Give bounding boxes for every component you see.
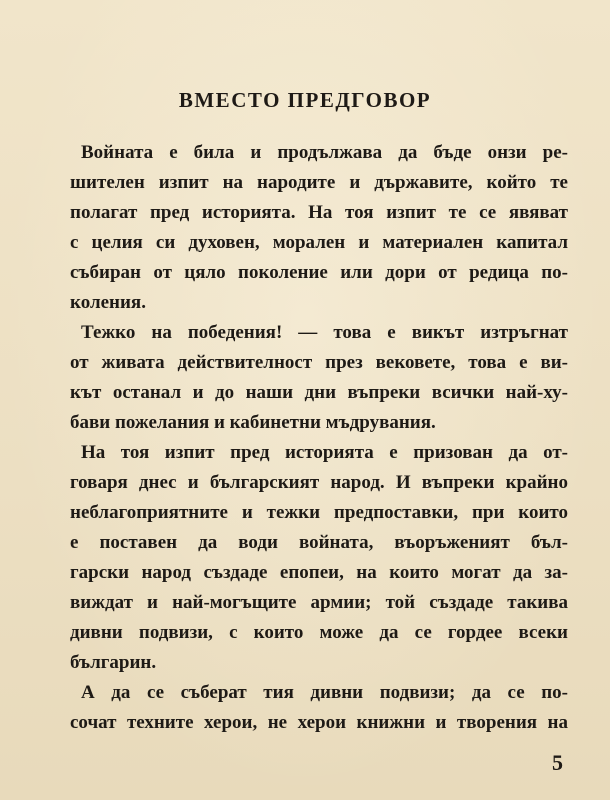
text-line: коления. — [70, 292, 146, 313]
text-line: гарски народ създаде епопеи, на които могат да за- — [70, 562, 568, 583]
text-line: събиран от цяло поколение или дори от редица по- — [70, 262, 568, 283]
text-line: А да се съберат тия дивни подвизи; да се по- — [81, 682, 568, 703]
text-line: е поставен да води войната, въоръженият бъл- — [70, 532, 568, 553]
text-line: Тежко на победения! — това е викът изтръгнат — [81, 322, 568, 343]
text-line: говаря днес и българският народ. И въпреки крайно — [70, 472, 568, 493]
body-text — [70, 138, 568, 738]
page-number: 5 — [552, 750, 563, 775]
text-line: виждат и най-могъщите армии; той създаде такива — [70, 592, 568, 613]
text-line: шителен изпит на народите и държавите, който те — [70, 172, 568, 193]
text-line: българин. — [70, 652, 157, 673]
text-line: полагат пред историята. На тоя изпит те се явяват — [70, 202, 568, 223]
text-line: кът останал и до наши дни въпреки всички най-ху- — [70, 382, 568, 403]
page-title: ВМЕСТО ПРЕДГОВОР — [178, 88, 432, 112]
text-line: с целия си духовен, морален и материален капитал — [70, 232, 568, 253]
text-line: от живата действителност през вековете, това е ви- — [70, 352, 568, 373]
text-line: неблагоприятните и тежки предпоставки, при които — [70, 502, 568, 523]
text-line: Войната е била и продължава да бъде онзи ре- — [81, 142, 568, 163]
text-line: бави пожелания и кабинетни мъдрувания. — [70, 412, 436, 433]
text-line: дивни подвизи, с които може да се гордее всеки — [70, 622, 568, 643]
text-line: сочат техните херои, не херои книжни и творения на — [70, 712, 568, 733]
text-line: На тоя изпит пред историята е призован да от- — [81, 442, 568, 463]
